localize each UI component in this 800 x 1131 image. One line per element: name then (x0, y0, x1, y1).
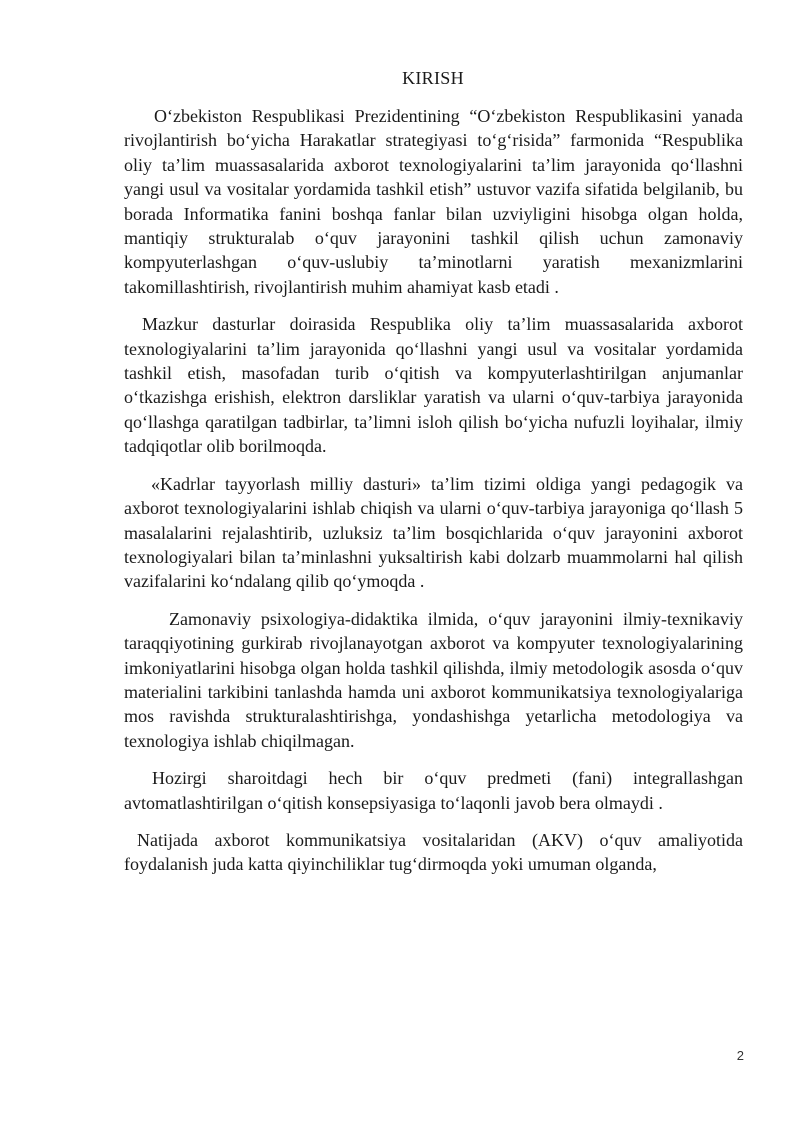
paragraph-4: Zamonaviy psixologiya-didaktika ilmida, o‘quv jarayonini ilmiy-texnikaviy taraqqiyotining gurkirab rivojlanayotgan axborot va kompyuter texnologiyalarining imkoniyatlarini hisobga olgan holda tashkil qilishda, ilmiy metodologik asosda o‘quv materialini tarkibini tanlashda hamda uni axborot kommunikatsiya texnologiyalariga mos ravishda strukturalashtirishga, yondashishga yetarlicha metodologiya va texnologiya ishlab chiqilmagan. (124, 608, 743, 751)
page-number: 2 (736, 1048, 744, 1063)
section-heading: KIRISH (402, 68, 464, 88)
paragraph-6: Natijada axborot kommunikatsiya vositalaridan (AKV) o‘quv amaliyotida foydalanish juda katta qiyinchiliklar tug‘dirmoqda yoki umuman olganda, (124, 829, 743, 875)
paragraph-5: Hozirgi sharoitdagi hech bir o‘quv predmeti (fani) integrallashgan avtomatlashtirilgan o‘qitish konsepsiyasiga to‘laqonli javob bera olmaydi . (124, 768, 743, 813)
paragraph-2: Mazkur dasturlar doirasida Respublika oliy ta’lim muassasalarida axborot texnologiyalarini ta’lim jarayonida qo‘llashni yangi usul va vositalar yordamida tashkil etish, masofadan turib o‘qitish va kompyuterlashtirilgan anjumanlar o‘tkazishga erishish, elektron darsliklar yaratish va ularni o‘quv-tarbiya jarayonida qo‘llashga qaratilgan tadbirlar, ta’limni isloh qilish bo‘yicha nufuzli loyihalar, ilmiy tadqiqotlar olib borilmoqda. (124, 314, 743, 457)
paragraph-1: O‘zbekiston Respublikasi Prezidentining “O‘zbekiston Respublikasini yanada rivojlantirish bo‘yicha Harakatlar strategiyasi to‘g‘risida” farmonida “Respublika oliy ta’lim muassasalarida axborot texnologiyalarini ta’lim jarayonida qo‘llashni yangi usul va vositalar yordamida tashkil etish” ustuvor vazifa sifatida belgilanib, bu borada Informatika fanini boshqa fanlar bilan uzviyligini hisobga olgan holda, mantiqiy strukturalab o‘quv jarayonini tashkil qilish uchun zamonaviy kompyuterlashgan o‘quv-uslubiy ta’minotlarni yaratish mexanizmlarini takomillashtirish, rivojlantirish muhim ahamiyat kasb etadi . (124, 106, 743, 297)
paragraph-3: «Kadrlar tayyorlash milliy dasturi» ta’lim tizimi oldiga yangi pedagogik va axborot texnologiyalarini ishlab chiqish va ularni o‘quv-tarbiya jarayoniga qo‘llash 5 masalalarini rejalashtirib, uzluksiz ta’lim bosqichlarida o‘quv jarayonini axborot texnologiyalari bilan ta’minlashni yuksaltirish kabi dolzarb muammolarni hal qilish vazifalarini ko‘ndalang qilib qo‘ymoqda . (124, 473, 743, 592)
document-body (124, 104, 743, 877)
